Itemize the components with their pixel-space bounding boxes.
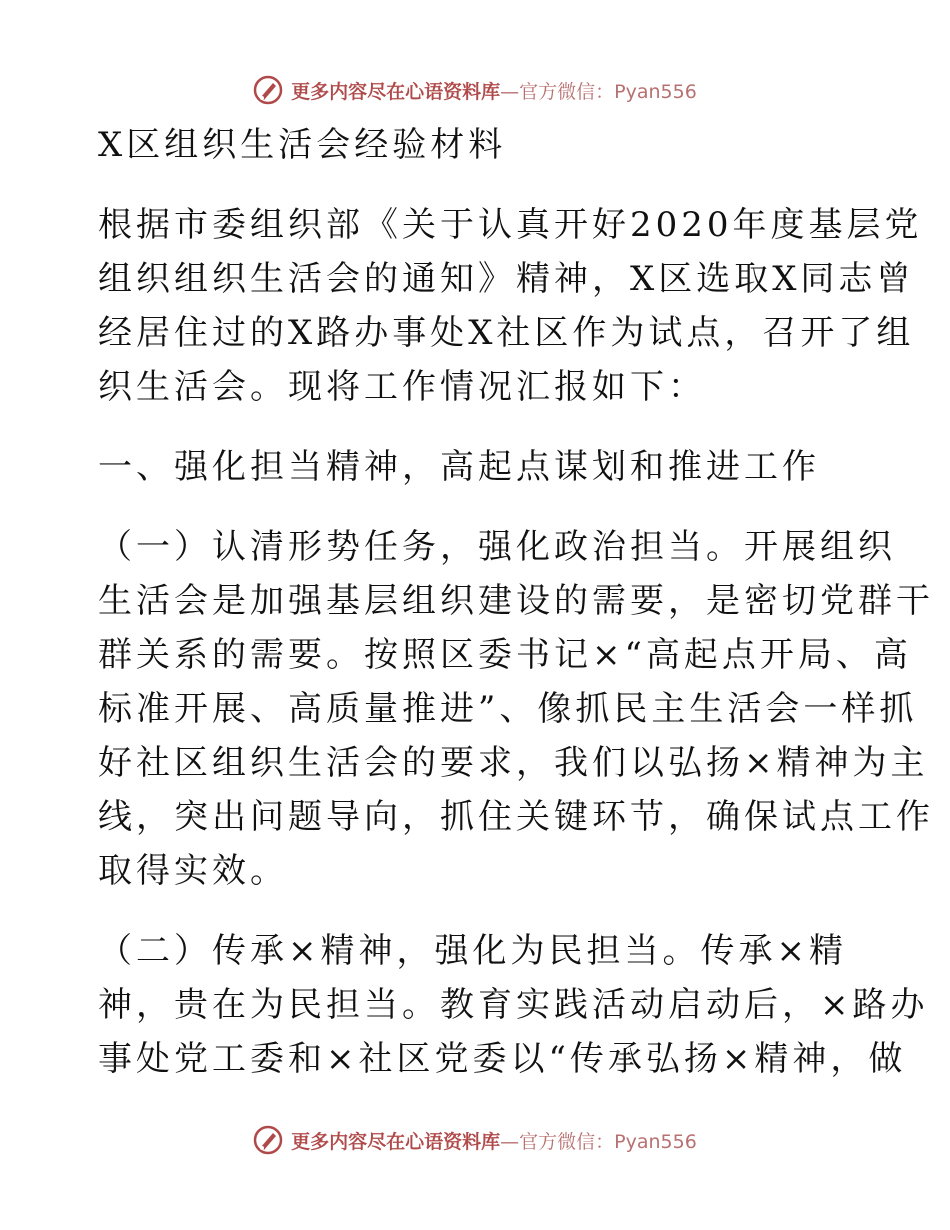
text-line: 组织组织生活会的通知》精神，X区选取X同志曾 bbox=[98, 259, 915, 299]
text-line: 事处党工委和×社区党委以“传承弘扬×精神，做 bbox=[98, 1039, 907, 1079]
text-line: 群关系的需要。按照区委书记×“高起点开局、高 bbox=[98, 635, 912, 675]
text-line: 标准开展、高质量推进”、像抓民主生活会一样抓 bbox=[98, 689, 918, 729]
banner-main-text: 更多内容尽在心语资料库 bbox=[291, 1130, 501, 1153]
paragraph-two bbox=[98, 924, 929, 1086]
document-title: X区组织生活会经验材料 bbox=[98, 125, 507, 165]
text-line: 生活会是加强基层组织建设的需要，是密切党群干 bbox=[98, 581, 934, 621]
header-banner bbox=[0, 72, 950, 108]
pen-logo-icon bbox=[253, 75, 283, 105]
banner-wechat-text: —官方微信：Pyan556 bbox=[500, 80, 697, 103]
section-heading: 一、强化担当精神，高起点谋划和推进工作 bbox=[98, 447, 820, 487]
banner-wechat-text: —官方微信：Pyan556 bbox=[500, 1130, 697, 1153]
banner-main-text: 更多内容尽在心语资料库 bbox=[291, 80, 501, 103]
paragraph-one bbox=[98, 520, 934, 898]
text-line: 取得实效。 bbox=[98, 851, 288, 891]
text-line: （一）认清形势任务，强化政治担当。开展组织 bbox=[98, 527, 896, 567]
text-line: 根据市委组织部《关于认真开好2020年度基层党 bbox=[98, 205, 923, 245]
document-body bbox=[98, 118, 934, 1086]
text-line: （二）传承×精神，强化为民担当。传承×精 bbox=[98, 931, 847, 971]
text-line: 神，贵在为民担当。教育实践活动启动后，×路办 bbox=[98, 985, 929, 1025]
pen-logo-icon bbox=[253, 1125, 283, 1155]
text-line: 经居住过的X路办事处X社区作为试点，召开了组 bbox=[98, 313, 915, 353]
text-line: 线，突出问题导向，抓住关键环节，确保试点工作 bbox=[98, 797, 934, 837]
footer-banner bbox=[0, 1122, 950, 1158]
paragraph-intro bbox=[98, 198, 923, 414]
text-line: 织生活会。现将工作情况汇报如下： bbox=[98, 367, 706, 407]
text-line: 好社区组织生活会的要求，我们以弘扬×精神为主 bbox=[98, 743, 929, 783]
